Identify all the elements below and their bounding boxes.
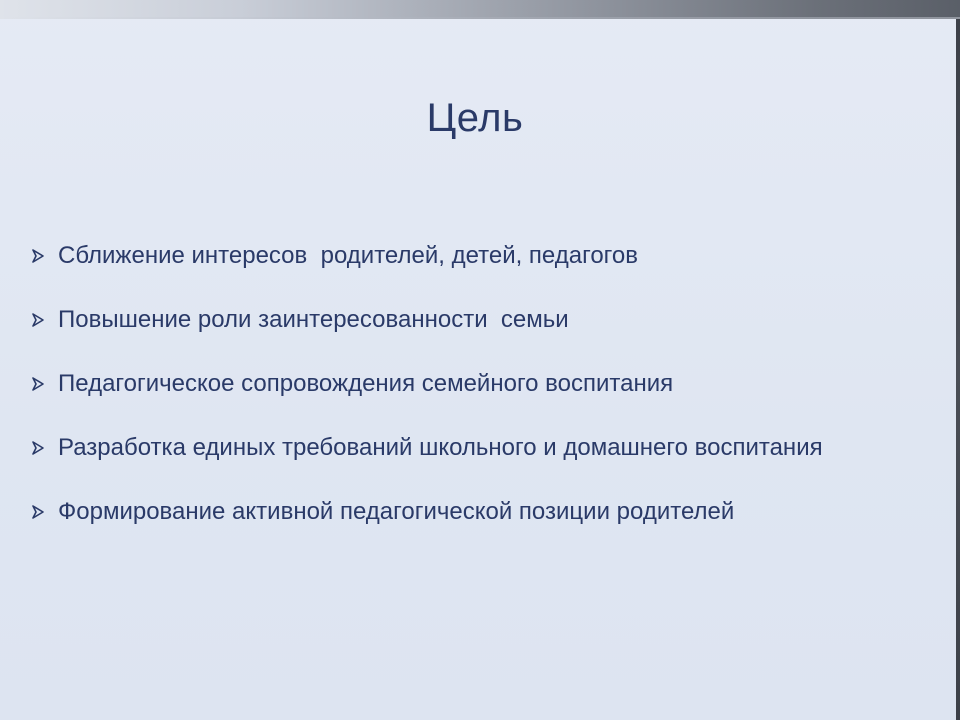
- bullet-list: [30, 236, 940, 556]
- bullet-item: [30, 236, 940, 276]
- arrow-bullet-icon: [30, 248, 58, 264]
- arrow-bullet-icon: [30, 504, 58, 520]
- right-edge-bar: [956, 19, 960, 720]
- top-decorative-bar: [0, 0, 960, 19]
- bullet-text: Педагогическое сопровождения семейного воспитания: [58, 370, 674, 397]
- bullet-item: [30, 428, 940, 468]
- bullet-text: Сближение интересов родителей, детей, педагогов: [58, 242, 638, 269]
- bullet-item: [30, 300, 940, 340]
- arrow-bullet-icon: [30, 312, 58, 328]
- bullet-item: [30, 492, 940, 532]
- bullet-text: Повышение роли заинтересованности семьи: [58, 306, 569, 333]
- bullet-text: Формирование активной педагогической позиции родителей: [58, 498, 735, 525]
- bullet-text: Разработка единых требований школьного и домашнего воспитания: [58, 434, 823, 461]
- bullet-item: [30, 364, 940, 404]
- arrow-bullet-icon: [30, 376, 58, 392]
- slide-title: Цель: [426, 96, 524, 140]
- arrow-bullet-icon: [30, 440, 58, 456]
